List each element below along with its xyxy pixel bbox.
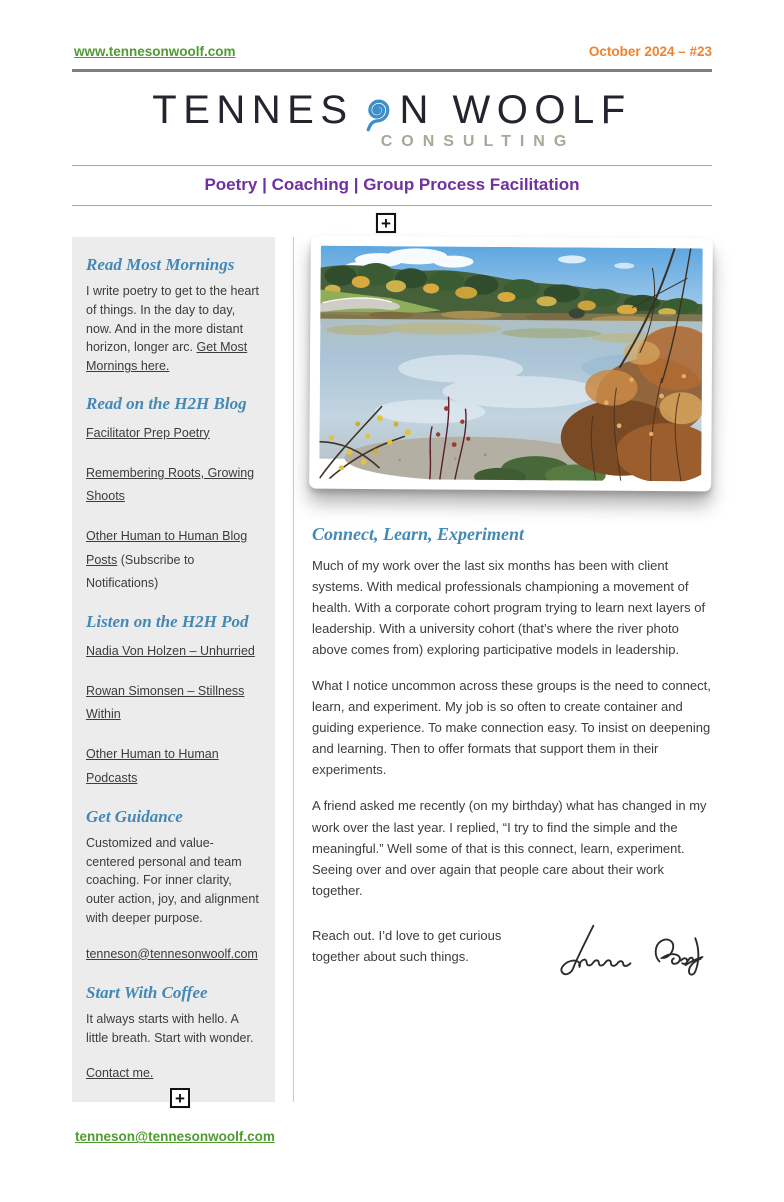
divider xyxy=(72,205,712,206)
closing-paragraph: Reach out. I’d love to get curious together about such things. xyxy=(312,927,502,964)
get-most-mornings-link[interactable]: Get Most Mornings here. xyxy=(86,340,248,373)
pod-link-rowan-simonsen[interactable]: Rowan Simonsen – Stillness Within xyxy=(86,684,245,722)
article-paragraph-3: A friend asked me recently (on my birthday) what has changed in my work over the last year. I replied, “I try to find the simple and the meaningful.” Well some of that is this connect, learn, experiment. Seeing over and over again that people care about their work together. xyxy=(312,798,707,898)
contact-me-link[interactable]: Contact me. xyxy=(86,1066,154,1081)
coffee-text: It always starts with hello. A little breath. Start with wonder. xyxy=(86,1011,254,1045)
website-link[interactable]: www.tennesonwoolf.com xyxy=(74,44,236,59)
pod-link-nadia-von-holzen[interactable]: Nadia Von Holzen – Unhurried xyxy=(86,643,255,658)
footer-email-link[interactable]: tenneson@tennesonwoolf.com xyxy=(75,1129,275,1145)
column-divider xyxy=(293,237,294,1102)
guidance-email-link[interactable]: tenneson@tennesonwoolf.com xyxy=(86,946,258,961)
guidance-text: Customized and value-centered personal and team coaching. For inner clarity, outer action, joy, and alignment with deeper purpose. xyxy=(86,835,259,925)
sidebar-heading-start-with-coffee: Start With Coffee xyxy=(86,982,208,1002)
sidebar-text xyxy=(86,282,262,376)
footer xyxy=(75,1128,784,1146)
subscribe-note: (Subscribe to Notifications) xyxy=(86,552,195,590)
sidebar-heading-read-most-mornings: Read Most Mornings xyxy=(86,255,235,274)
brand-name-right: N WOOLF xyxy=(399,88,632,132)
pod-link-other-podcasts[interactable]: Other Human to Human Podcasts xyxy=(86,747,219,785)
most-mornings-text: I write poetry to get to the heart of things. In the day to day, now. And in the more distant horizon, longer arc. xyxy=(86,284,260,355)
services-tagline: Poetry | Coaching | Group Process Facilitation xyxy=(204,175,580,194)
handwritten-signature xyxy=(554,916,706,982)
logo xyxy=(0,88,784,151)
blog-link-facilitator-prep-poetry[interactable]: Facilitator Prep Poetry xyxy=(86,425,210,440)
sidebar-heading-get-guidance: Get Guidance xyxy=(86,806,183,826)
brand-subtitle: CONSULTING xyxy=(380,133,576,150)
brand-name-left: TENNES xyxy=(152,88,354,132)
header-divider xyxy=(72,69,712,72)
sidebar-heading-h2h-pod: Listen on the H2H Pod xyxy=(86,611,249,631)
missing-image-placeholder-icon[interactable]: + xyxy=(170,1088,190,1108)
issue-date-label: October 2024 – #23 xyxy=(588,44,712,59)
main-content xyxy=(310,237,712,1102)
brand-name xyxy=(152,88,631,133)
article-paragraph-2: What I notice uncommon across these groups is the need to connect, learn, and experiment. My job is so often to create container and guiding experience. To make connection easy. To insist on deepening and learning. Then to offer formats that support them in their experiments. xyxy=(312,678,711,778)
header xyxy=(74,44,712,59)
missing-image-placeholder-icon[interactable]: + xyxy=(376,213,396,233)
autumn-river-photo-graphic xyxy=(319,246,703,482)
article-heading: Connect, Learn, Experiment xyxy=(312,524,525,544)
sidebar-heading-h2h-blog: Read on the H2H Blog xyxy=(86,393,247,413)
blog-link-remembering-roots[interactable]: Remembering Roots, Growing Shoots xyxy=(86,465,255,504)
blog-link-other-posts[interactable]: Other Human to Human Blog Posts xyxy=(86,529,248,567)
article-paragraph-1: Much of my work over the last six months has been with client systems. With medical professionals championing a movement of health. With a corporate cohort program trying to learn next layers of leadership. With a university cohort (that’s where the river photo above comes from) exploring participative models in leadership. xyxy=(312,558,706,658)
content-columns xyxy=(72,237,712,1108)
newsletter-page xyxy=(0,44,784,1146)
river-photo[interactable] xyxy=(309,236,713,492)
closing-row xyxy=(310,916,712,982)
sidebar xyxy=(72,237,275,1102)
